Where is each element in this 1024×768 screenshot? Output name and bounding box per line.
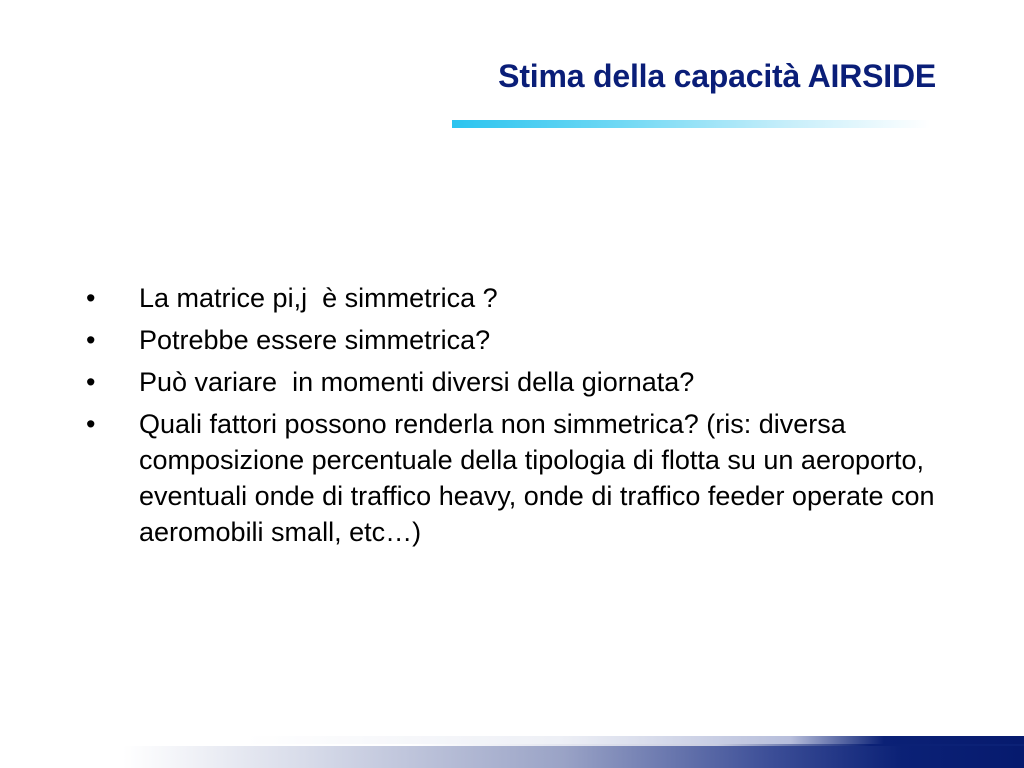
bullet-item [86, 364, 946, 400]
bullet-text: La matrice pi,j è simmetrica ? [139, 283, 498, 313]
bullet-text: Può variare in momenti diversi della giornata? [139, 367, 695, 397]
bullet-marker: • [86, 409, 96, 439]
footer-decoration [0, 736, 1024, 768]
bullet-list [86, 280, 946, 556]
bullet-text: Potrebbe essere simmetrica? [139, 325, 491, 355]
slide-title: Stima della capacità AIRSIDE [498, 58, 936, 94]
footer-gradient-band [0, 746, 1024, 768]
bullet-item [86, 322, 946, 358]
bullet-item [86, 280, 946, 316]
bullet-marker: • [86, 283, 96, 313]
bullet-marker: • [86, 367, 96, 397]
bullet-item [86, 406, 946, 550]
bullet-text: Quali fattori possono renderla non simmetrica? (ris: diversa composizione percentuale della tipologia di flotta su un aeroporto, eventuali onde di traffico heavy, onde di traffico feeder operate con aeromobili small, etc…) [139, 409, 943, 547]
title-underline-decoration [452, 120, 930, 128]
bullet-marker: • [86, 325, 96, 355]
